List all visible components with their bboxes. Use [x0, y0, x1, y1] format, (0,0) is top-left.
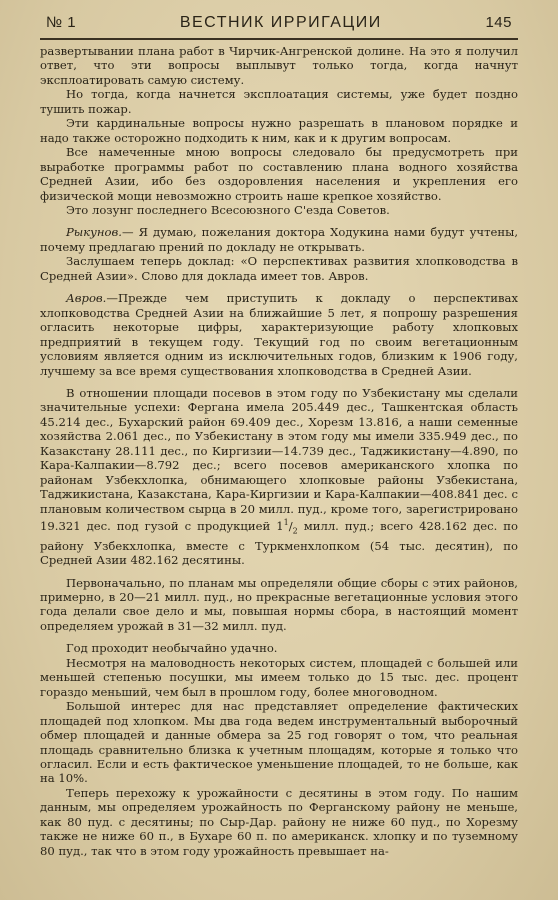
- chair-remark: [40, 225, 518, 254]
- paragraph: Эти кардинальные вопросы нужно разрешать в плановом порядке и надо также осторожно подходить к ним, как и к другим вопросам.: [40, 116, 518, 145]
- speaker-text: — Я думаю, пожелания доктора Ходукина нами будут учтены, почему предлагаю прений по докладу не открывать.: [40, 225, 518, 254]
- paragraph: Теперь перехожу к урожайности с десятины в этом году. По нашим данным, мы определяем урожайность по Ферганскому району не меньше, как 80 пуд. с десятины; по Сыр-Дар. району не ниже 60 пуд., по Хорезму также не ниже 60 п., в Бухаре 60 п. по американск. хлопку и по туземному 80 пуд., так что в этом году урожайность превышает на-: [40, 785, 518, 858]
- page-number: 145: [485, 14, 512, 31]
- paragraph: Все намеченные мною вопросы следовало бы предусмотреть при выработке программы работ по составлению плана водного хозяйства Средней Азии, ибо без оздоровления населения и укрепления его физической мощи невозможно строить наше крепкое хозяйство.: [40, 145, 518, 203]
- paragraph: Это лозунг последнего Всесоюзного С'езда Советов.: [66, 202, 390, 217]
- paragraph: Заслушаем теперь доклад: «О перспективах развития хлопководства в Средней Азии». Слово для доклада имеет тов. Авров.: [40, 254, 518, 283]
- issue-number: № 1: [46, 14, 77, 31]
- paragraph: Но тогда, когда начнется эксплоатация системы, уже будет поздно тушить пожар.: [40, 87, 518, 116]
- paragraph: Первоначально, по планам мы определяли общие сборы с этих районов, примерно, в 20—21 милл. пуд., но прекрасные вегетационные условия этого года делали свое дело и мы, повышая нормы сбора, в настоящий момент определяем урожай в 31—32 милл. пуд.: [40, 575, 518, 633]
- speaker-text: —Прежде чем приступить к докладу о перспективах хлопководства Средней Азии на ближайшие 5 лет, я попрошу разрешения огласить некоторые цифры, характеризующие работу хлопковых предприятий в текущем году. Текущий год по своим вегетационным условиям является одним из исключительных годов, близким к 1906 году, лучшему за все время существования хлопководства в Средней Азии.: [40, 291, 518, 378]
- paragraph-area: В отношении площади посевов в этом году по Узбекистану мы сделали значительные успехи: Фергана имела 205.449 дес., Ташкентская область 45.214 дес., Бухарский район 69.409 дес., Хорезм 13.816, а наши семенные хозяйства 2.061 дес., по Узбекистану в этом году мы имели 335.949 дес., по Казакстану 28.111 дес., по Киргизии—14.739 дес., Таджикистану—4.890, по Кара-Калпакии—8.792 дес.; всего посевов американского хлопка по районам Узбекхлопка, обнимающего хлопковые районы Узбекистана, Таджикистана, Казакстана, Кара-Киргизии и Кара-Калпакии—408.841 дес. с плановым количеством сырца в 20 милл. пуд., кроме того, зарегистрировано 19.321 дес. под гузой с продукцией $1^1/_2$ милл. пуд.; всего 428.162 дес. по району Узбекхлопка, вместе с Туркменхлопком (54 тыс. десятин), по Средней Азии 482.162 десятины.: [40, 385, 518, 568]
- report-intro: [40, 291, 518, 378]
- speaker-name: Авров.: [66, 291, 107, 306]
- paragraph: Большой интерес для нас представляет определение фактических площадей под хлопком. Мы два года ведем инструментальный выборочный обмер площадей и данные обмера за 25 год говорят о том, что реальная площадь сравнительно близка к учетным площадям, которые я только что огласил. Если и есть фактическое уменьшение площадей, то не больше, как на 10%.: [40, 699, 518, 786]
- paragraph: Несмотря на маловодность некоторых систем, площадей с большей или меньшей степенью посушки, мы имеем только до 15 тыс. дес. процент гораздо меньший, чем был в прошлом году, более многоводном.: [40, 655, 518, 699]
- article-body: [40, 44, 518, 858]
- page-header: [40, 14, 518, 40]
- speaker-name: Рыкунов.: [66, 225, 122, 240]
- journal-title: ВЕСТНИК ИРРИГАЦИИ: [179, 14, 382, 31]
- paragraph: Год проходит необычайно удачно.: [66, 641, 278, 656]
- paragraph: развертывании плана работ в Чирчик-Ангренской долине. На это я получил ответ, что эти вопросы выплывут только тогда, когда начнут эксплоатировать самую систему.: [40, 44, 518, 87]
- fraction: $^1/_2$: [283, 518, 298, 536]
